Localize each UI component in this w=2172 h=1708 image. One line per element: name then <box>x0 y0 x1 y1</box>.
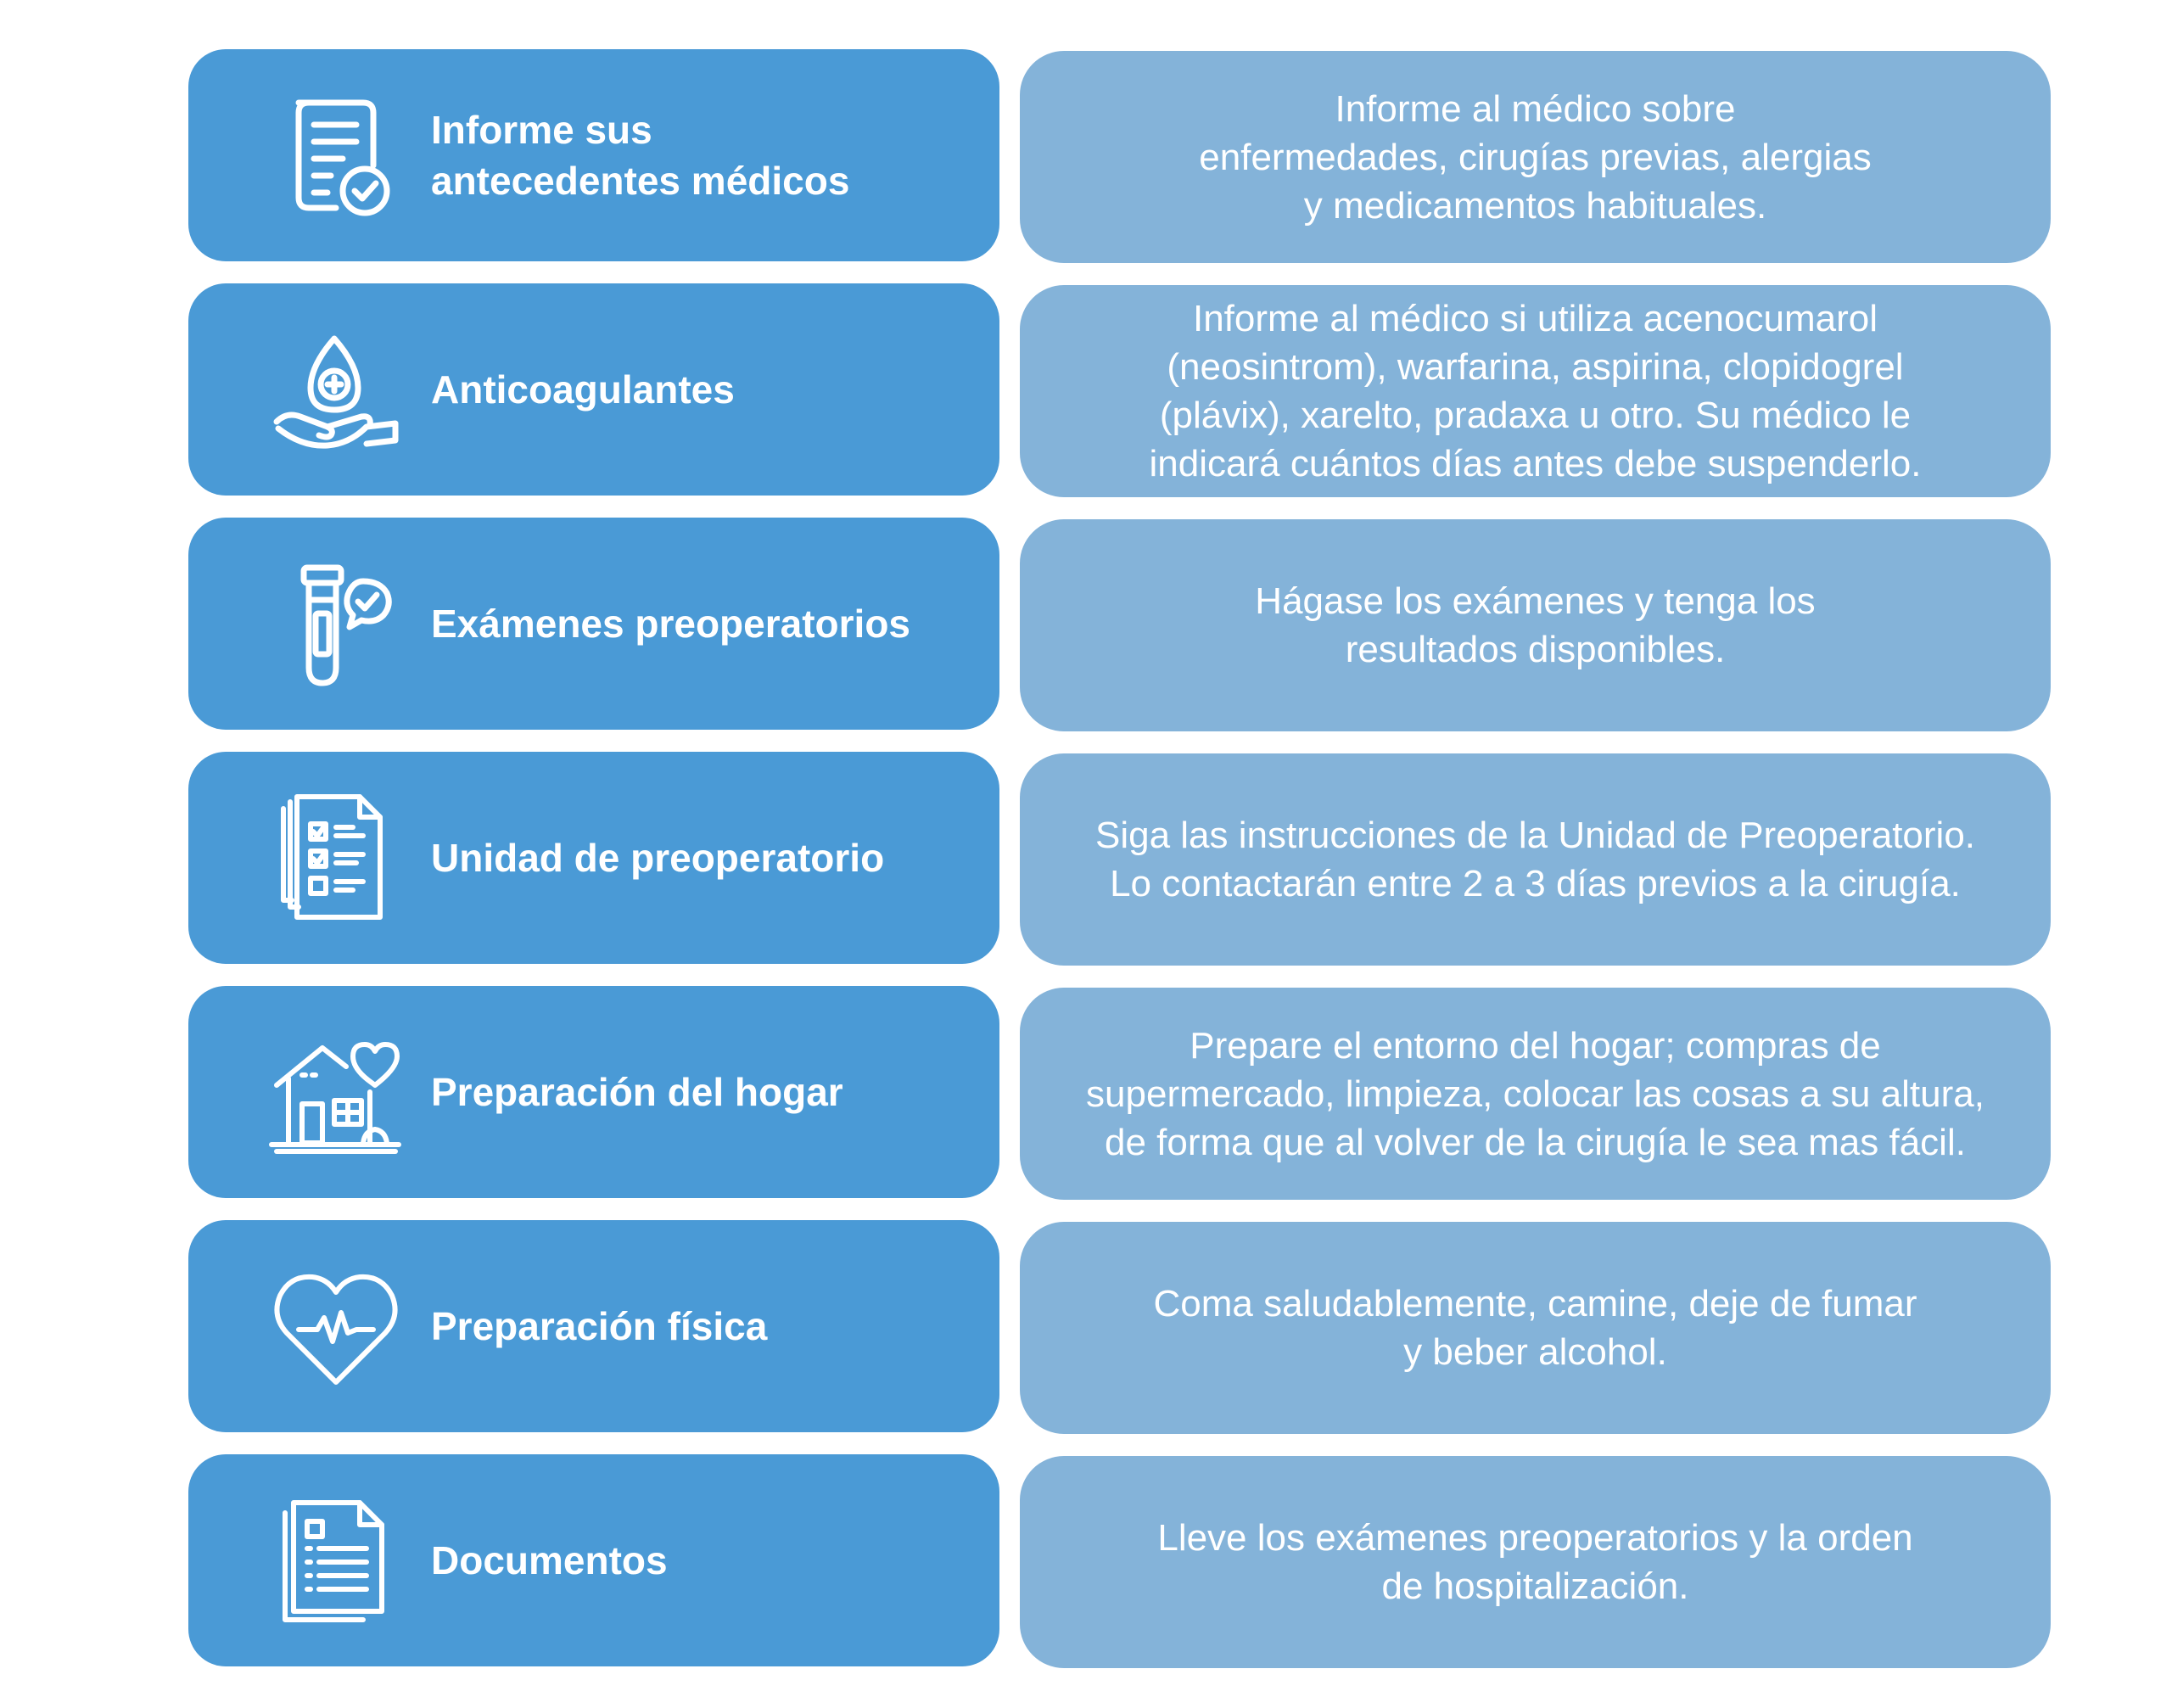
title-card <box>188 752 999 964</box>
test-tube-icon <box>268 556 404 692</box>
row-preop-unit <box>0 752 2172 964</box>
row-title: Exámenes preoperatorios <box>431 602 911 646</box>
row-title: Unidad de preoperatorio <box>431 836 885 880</box>
title-card <box>188 1454 999 1666</box>
documents-icon <box>268 1492 404 1628</box>
description-card <box>1020 988 2051 1200</box>
description-card <box>1020 51 2051 263</box>
row-title: Preparación física <box>431 1304 768 1348</box>
row-preop-exams <box>0 518 2172 730</box>
row-description: Informe al médico si utiliza acenocumarol (neosintrom), warfarina, aspirina, clopidogrel (plávix), xarelto, pradaxa u otro. Su médico le indicará cuántos días antes debe suspenderlo. <box>1149 298 1922 484</box>
row-description: Siga las instrucciones de la Unidad de Preoperatorio. Lo contactarán entre 2 a 3 días previos a la cirugía. <box>1094 815 1976 904</box>
hand-blood-drop-icon <box>268 322 404 457</box>
description-card <box>1020 753 2051 966</box>
description-card <box>1020 1222 2051 1434</box>
checklist-document-icon <box>268 87 404 223</box>
description-card <box>1020 285 2051 497</box>
checklist-forms-icon <box>268 790 404 926</box>
heart-pulse-icon <box>268 1258 404 1394</box>
row-anticoagulants <box>0 283 2172 496</box>
row-physical-prep <box>0 1220 2172 1432</box>
row-description: Prepare el entorno del hogar; compras de supermercado, limpieza, colocar las cosas a su altura, de forma que al volver de la cirugía le sea mas fácil. <box>1086 1024 1984 1163</box>
description-card <box>1020 1456 2051 1668</box>
row-description: Informe al médico sobre enfermedades, cirugías previas, alergias y medicamentos habituales. <box>1199 87 1872 227</box>
row-documents <box>0 1454 2172 1666</box>
row-title: Preparación del hogar <box>431 1070 843 1114</box>
row-title: Documentos <box>431 1538 668 1582</box>
row-home-prep <box>0 986 2172 1198</box>
title-card <box>188 49 999 261</box>
row-description: Hágase los exámenes y tenga los resultados disponibles. <box>1255 580 1816 670</box>
title-card <box>188 986 999 1198</box>
row-description: Lleve los exámenes preoperatorios y la orden de hospitalización. <box>1157 1517 1913 1607</box>
house-heart-icon <box>268 1024 404 1160</box>
description-card <box>1020 519 2051 731</box>
row-description: Coma saludablemente, camine, deje de fumar y beber alcohol. <box>1153 1283 1917 1373</box>
row-title: Informe sus antecedentes médicos <box>431 108 850 203</box>
title-card <box>188 283 999 496</box>
title-card <box>188 518 999 730</box>
row-medical-history <box>0 49 2172 261</box>
title-card <box>188 1220 999 1432</box>
row-title: Anticoagulantes <box>431 367 735 412</box>
